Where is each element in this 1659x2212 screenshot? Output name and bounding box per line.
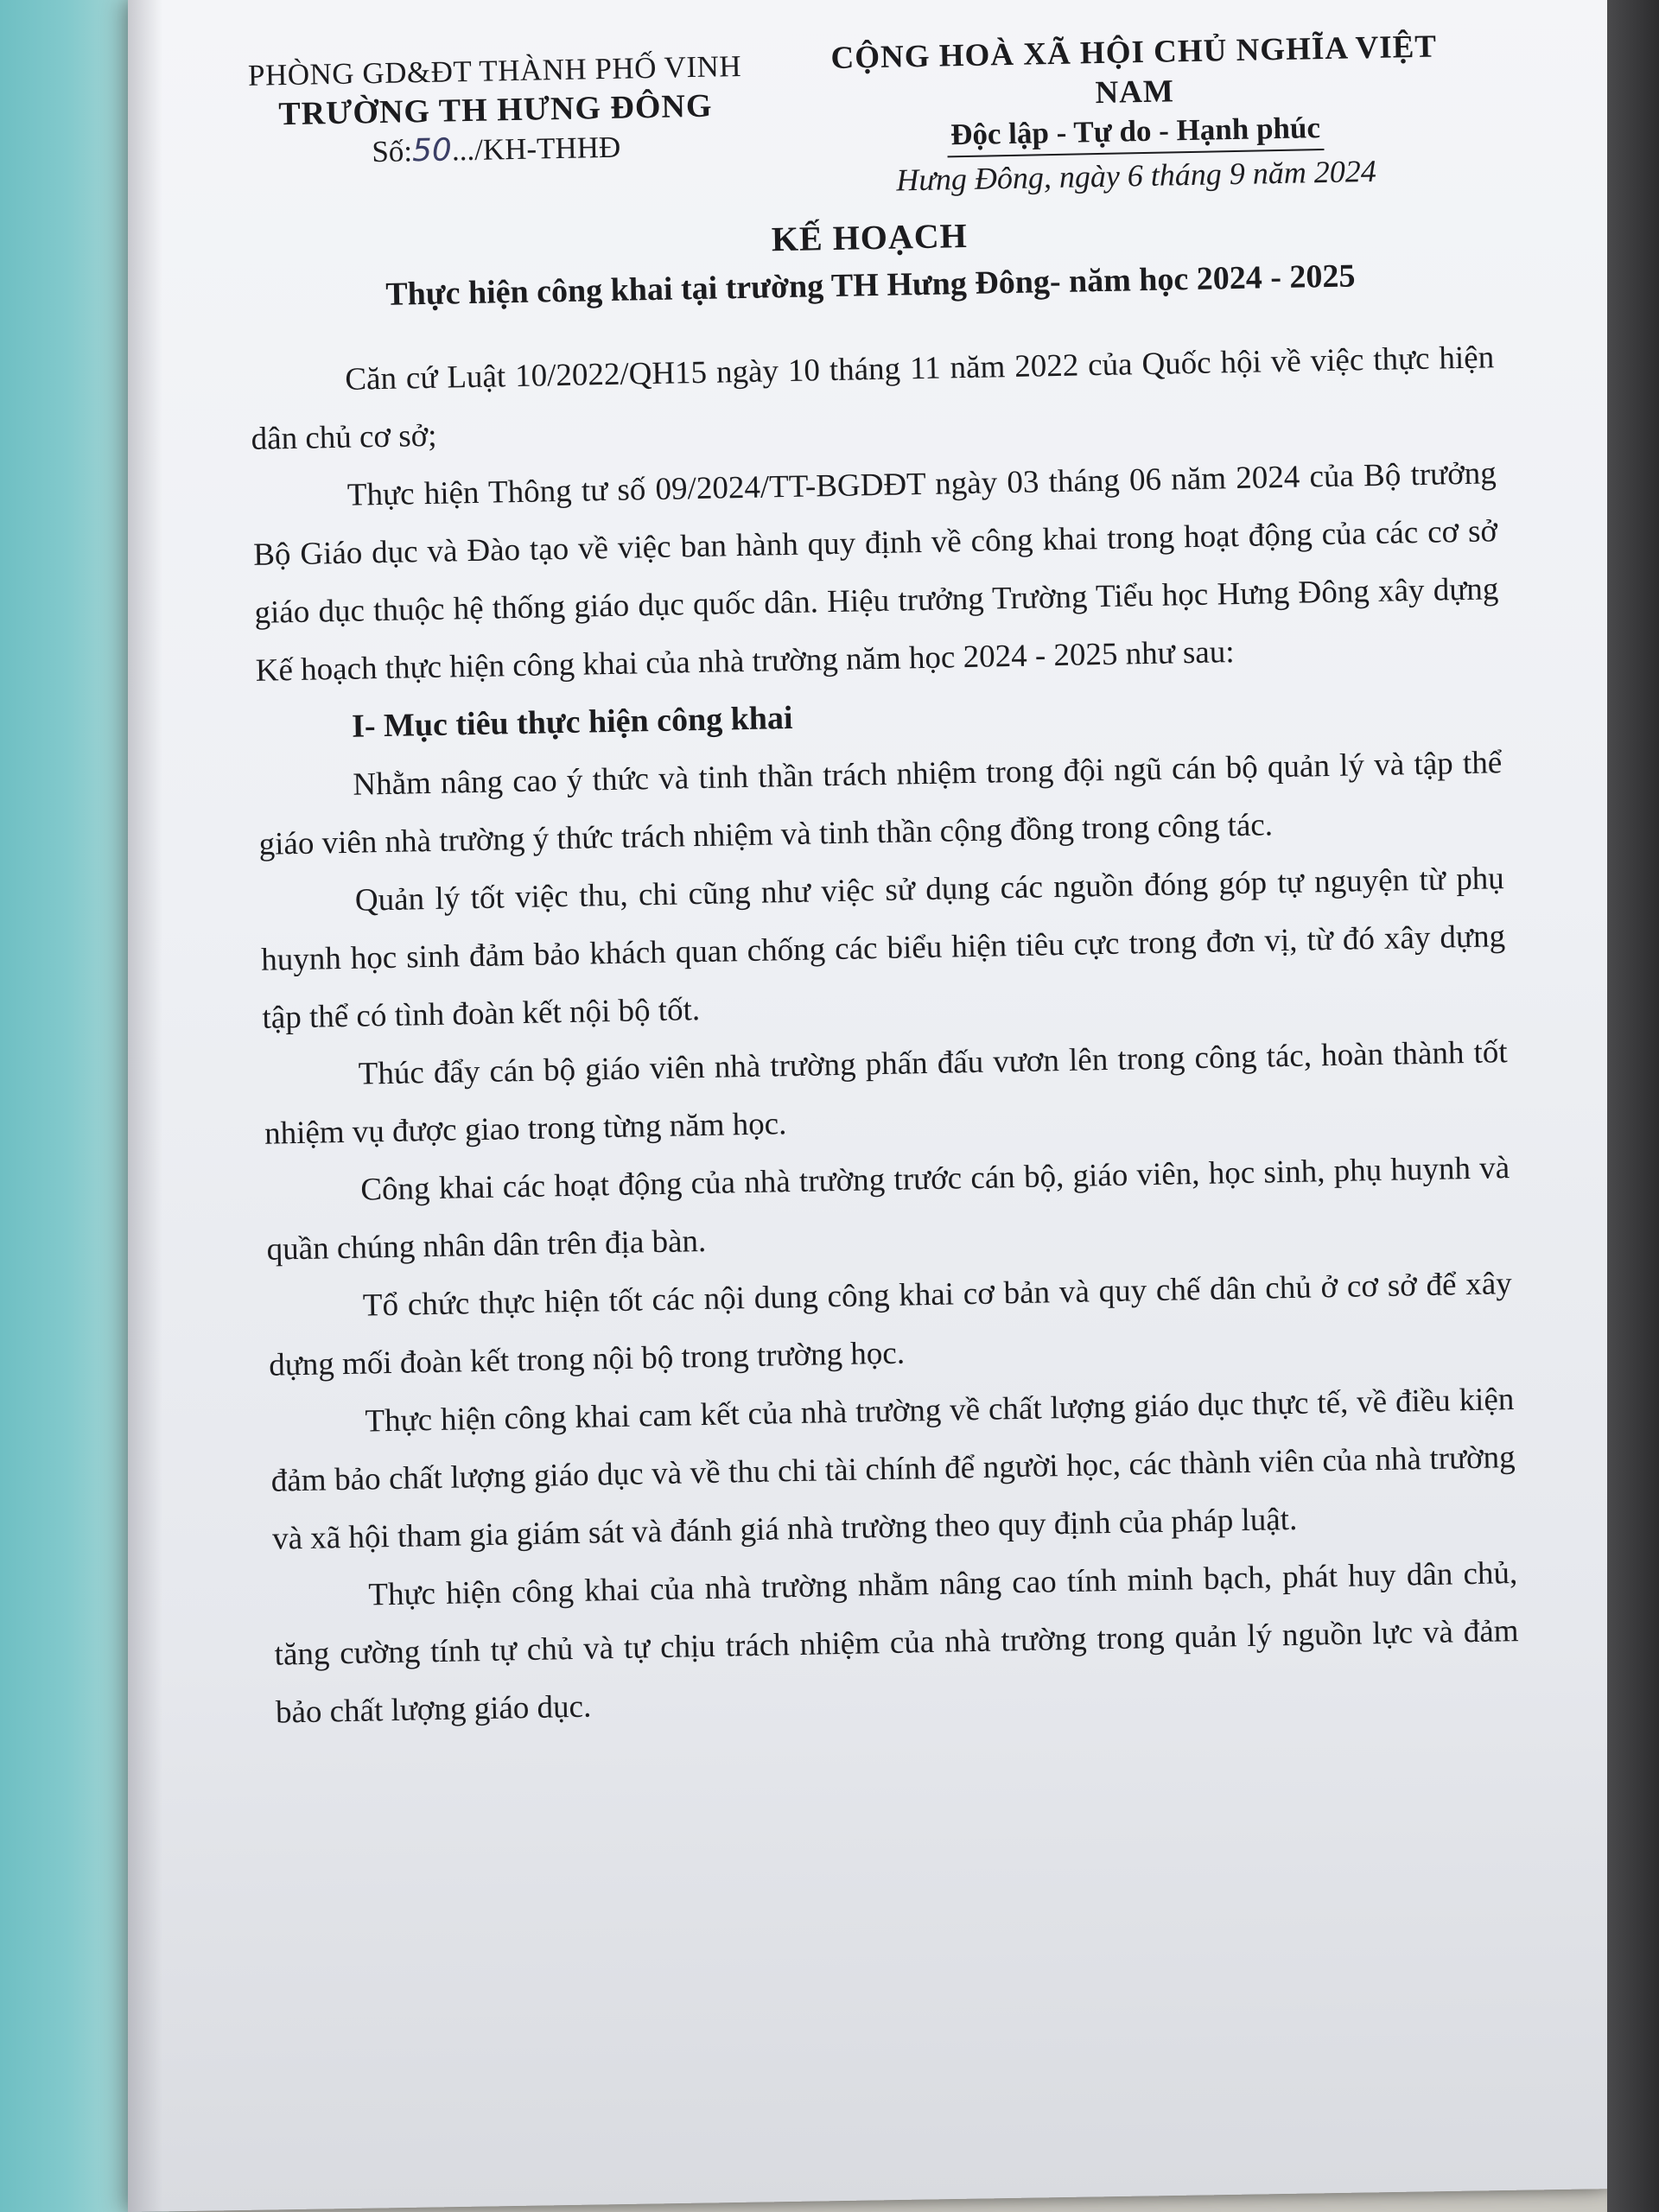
- document-title: KẾ HOẠCH: [771, 215, 969, 259]
- issuer-block: [218, 47, 772, 175]
- document-subtitle: Thực hiện công khai tại trường TH Hưng Đông- năm học 2024 - 2025: [385, 257, 1356, 313]
- doc-no-prefix: Số:: [371, 134, 413, 169]
- nation-name: CỘNG HOÀ XÃ HỘI CHỦ NGHĨA VIỆT NAM: [830, 29, 1438, 111]
- paragraph-objective-3: Thúc đẩy cán bộ giáo viên nhà trường phấn đấu vươn lên trong công tác, hoàn thành tốt nhiệm vụ được giao trong từng năm học.: [264, 1034, 1508, 1152]
- paragraph-objective-6: Thực hiện công khai cam kết của nhà trường về chất lượng giáo dục thực tế, về điều kiện đảm bảo chất lượng giáo dục và về thu chi tài chính để người học, các thành viên của nhà trường và xã hội tham gia giám sát và đánh giá nhà trường theo quy định của pháp luật.: [270, 1382, 1516, 1557]
- national-motto: Độc lập - Tự do - Hạnh phúc: [947, 109, 1325, 157]
- document-content: [244, 24, 1520, 1741]
- paragraph-objective-5: Tổ chức thực hiện tốt các nội dung công khai cơ bản và quy chế dân chủ ở cơ sở để xây dựng mối đoàn kết trong nội bộ trong trường học.: [268, 1266, 1513, 1383]
- section-heading-objectives: I- Mục tiêu thực hiện công khai: [351, 699, 793, 745]
- document-header: [244, 24, 1491, 198]
- doc-no-suffix: .../KH-THHĐ: [451, 130, 621, 168]
- place-date: Hưng Đông, ngày 6 tháng 9 năm 2024: [895, 153, 1377, 198]
- paragraph-circular: Thực hiện Thông tư số 09/2024/TT-BGDĐT ngày 03 tháng 06 năm 2024 của Bộ trưởng Bộ Giáo dục và Đào tạo về việc ban hành quy định về công khai trong hoạt động của các cơ sở giáo dục thuộc hệ thống giáo dục quốc dân. Hiệu trưởng Trường Tiểu học Hưng Đông xây dựng Kế hoạch thực hiện công khai của nhà trường năm học 2024 - 2025 như sau:: [252, 455, 1499, 689]
- document-body: [250, 328, 1521, 1741]
- paragraph-objective-2: Quản lý tốt việc thu, chi cũng như việc sử dụng các nguồn đóng góp tự nguyện từ phụ huynh học sinh đảm bảo khách quan chống các biểu hiện tiêu cực trong đơn vị, từ đó xây dựng tập thể có tình đoàn kết nội bộ tốt.: [260, 861, 1506, 1036]
- national-block: [797, 27, 1474, 204]
- paragraph-legal-basis: Căn cứ Luật 10/2022/QH15 ngày 10 tháng 11 năm 2022 của Quốc hội về việc thực hiện dân chủ cơ sở;: [251, 340, 1495, 457]
- dark-background-edge: [1607, 0, 1659, 2212]
- doc-no-handwritten: 50: [411, 132, 453, 169]
- school-name: TRƯỜNG TH HƯNG ĐÔNG: [278, 87, 713, 133]
- paragraph-objective-4: Công khai các hoạt động của nhà trường trước cán bộ, giáo viên, học sinh, phụ huynh và quần chúng nhân dân trên địa bàn.: [266, 1150, 1510, 1268]
- department-name: PHÒNG GD&ĐT THÀNH PHỐ VINH: [247, 48, 742, 92]
- paragraph-objective-1: Nhằm nâng cao ý thức và tinh thần trách nhiệm trong đội ngũ cán bộ quản lý và tập thể giáo viên nhà trường ý thức trách nhiệm và tinh thần cộng đồng trong công tác.: [258, 745, 1503, 862]
- paragraph-objective-7: Thực hiện công khai của nhà trường nhằm nâng cao tính minh bạch, phát huy dân chủ, tăng cường tính tự chủ và tự chịu trách nhiệm của nhà trường trong quản lý nguồn lực và đảm bảo chất lượng giáo dục.: [274, 1555, 1519, 1731]
